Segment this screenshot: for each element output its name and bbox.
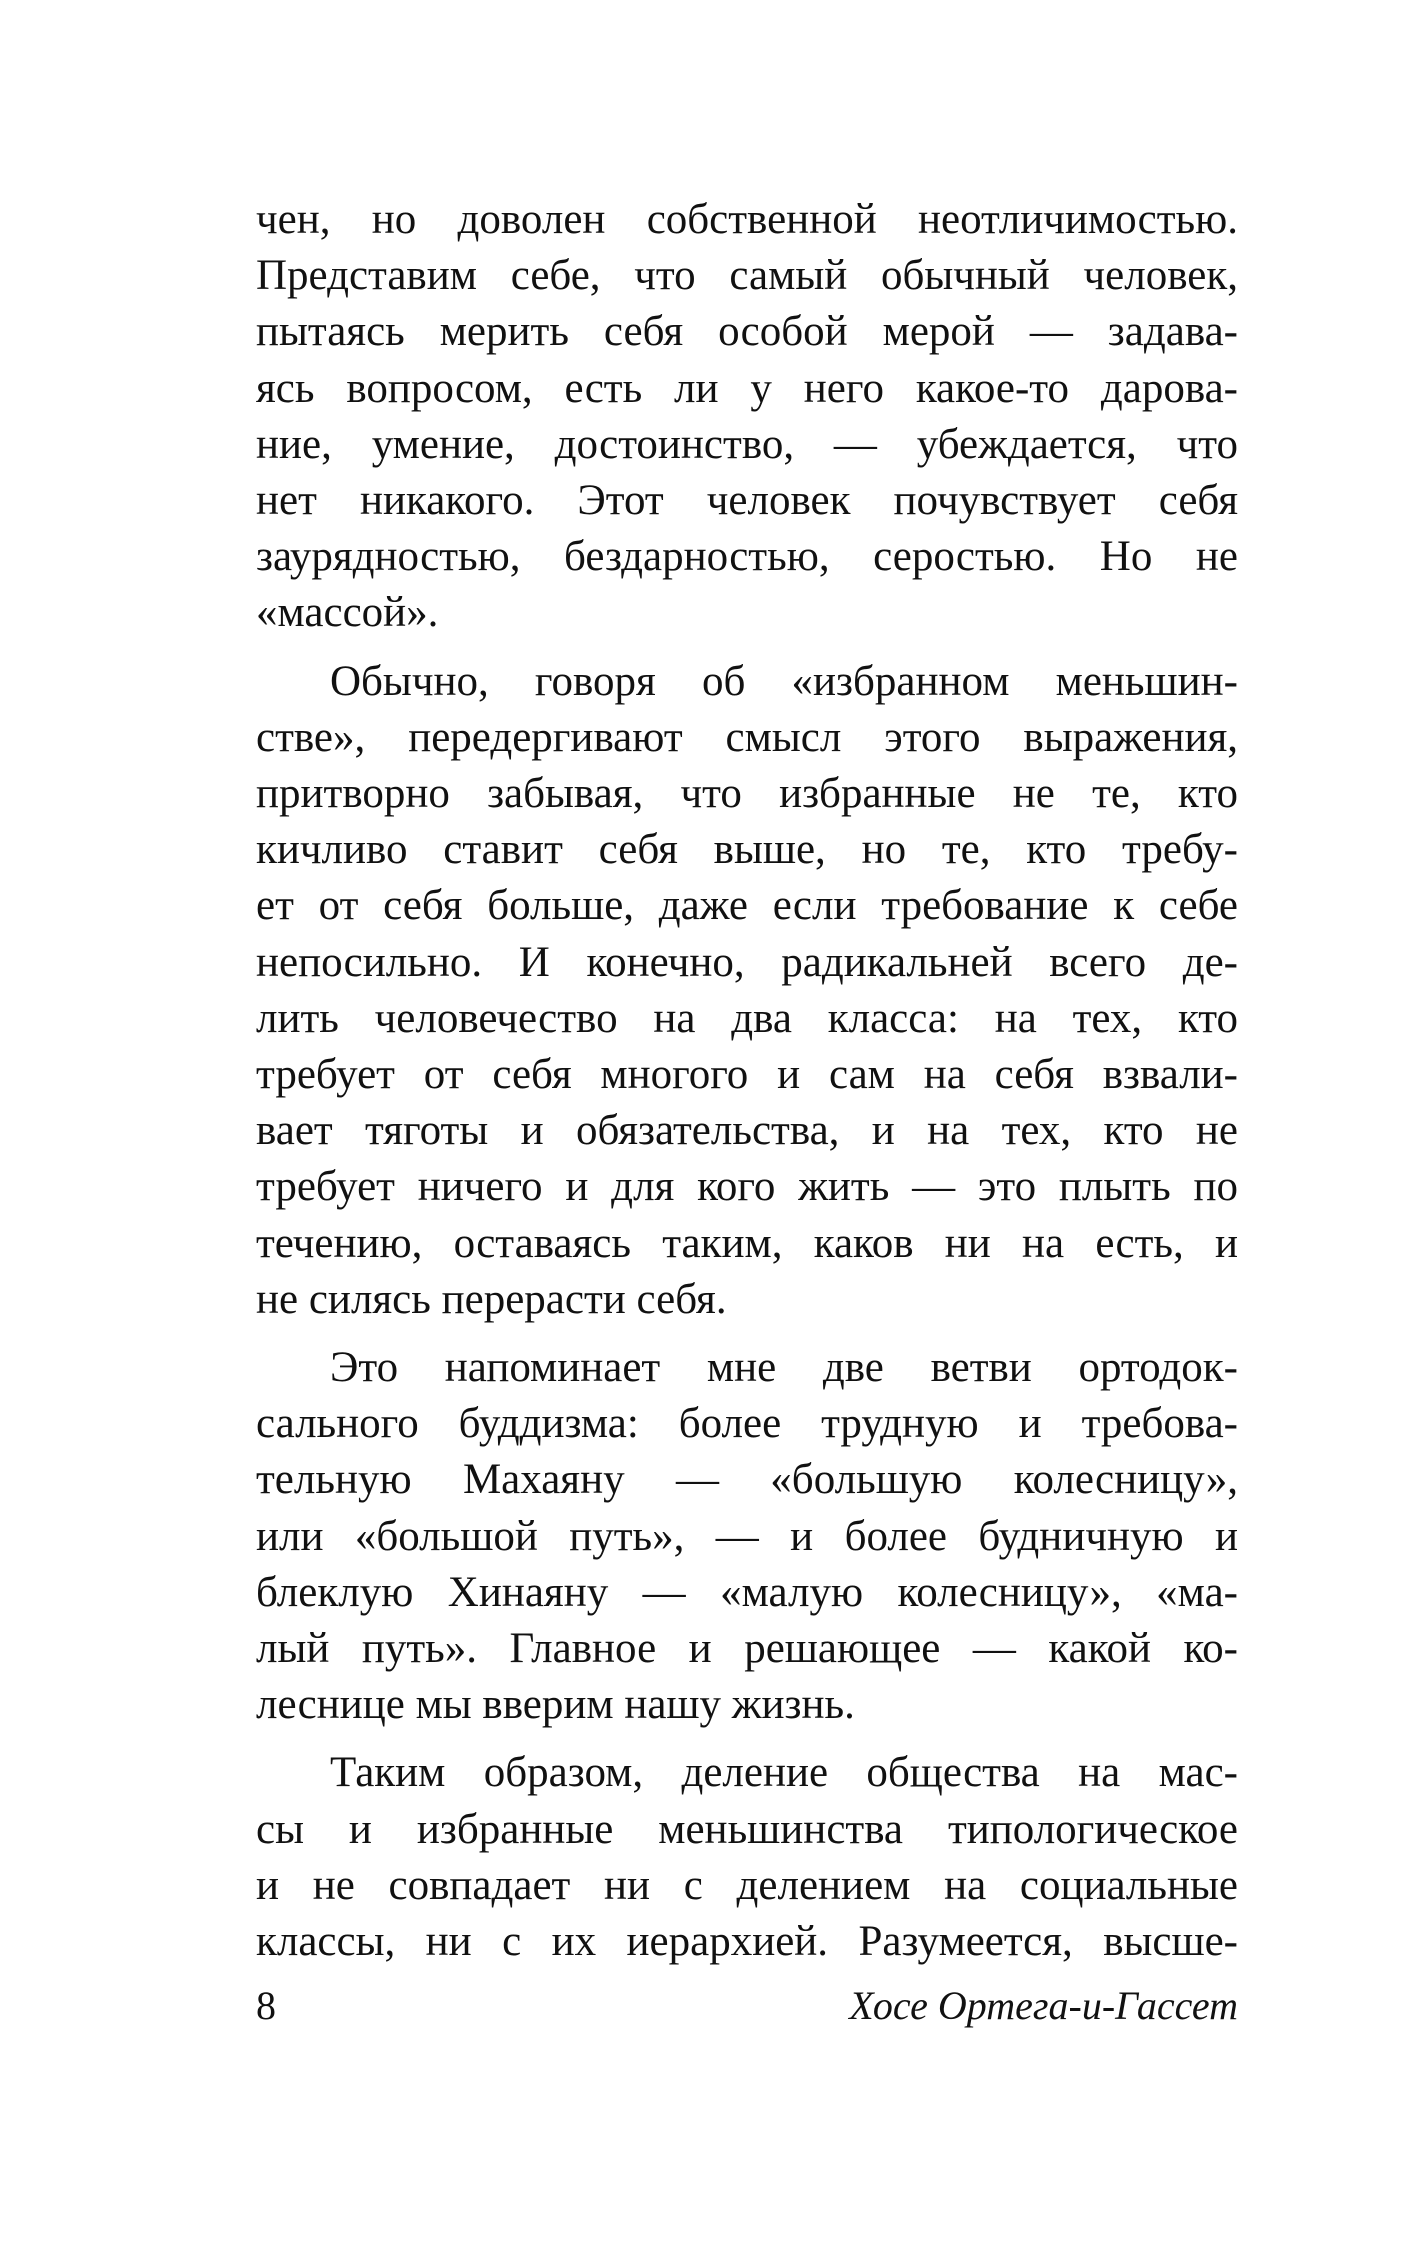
text-line: чен, но доволен собственной неотличимостью. <box>256 196 1238 243</box>
text-line: требует от себя многого и сам на себя взвали- <box>256 1051 1238 1099</box>
text-line: лый путь». Главное и решающее — какой ко- <box>256 1625 1238 1673</box>
text-line: течению, оставаясь таким, каков ни на есть, и <box>256 1219 1238 1267</box>
text-line: леснице мы вверим нашу жизнь. <box>256 1681 855 1729</box>
page-footer <box>256 1978 1238 2034</box>
text-line: блеклую Хинаяну — «малую колесницу», «ма- <box>256 1568 1238 1616</box>
page-number: 8 <box>256 1983 276 2028</box>
text-line: или «большой путь», — и более будничную и <box>256 1512 1238 1560</box>
text-line: заурядностью, бездарностью, серостью. Но не <box>256 533 1238 581</box>
text-line: тельную Махаяну — «большую колесницу», <box>256 1456 1238 1504</box>
text-line: пытаясь мерить себя особой мерой — задава- <box>256 308 1238 356</box>
running-title: Хосе Ортега-и-Гассет <box>849 1983 1238 2028</box>
text-line: притворно забывая, что избранные не те, кто <box>256 770 1238 818</box>
paragraph <box>256 192 1238 642</box>
text-line: сы и избранные меньшинства типологическое <box>256 1805 1238 1853</box>
text-line: и не совпадает ни с делением на социальные <box>256 1861 1238 1909</box>
text-line: непосильно. И конечно, радикальней всего де- <box>256 938 1238 986</box>
text-line: не силясь перерасти себя. <box>256 1275 727 1323</box>
text-line: стве», передергивают смысл этого выражения, <box>256 713 1238 761</box>
text-line: вает тяготы и обязательства, и на тех, кто не <box>256 1107 1238 1155</box>
text-line: Обычно, говоря об «избранном меньшин- <box>330 657 1238 705</box>
text-line: сального буддизма: более трудную и требова- <box>256 1400 1238 1448</box>
text-line: Это напоминает мне две ветви ортодок- <box>330 1344 1238 1392</box>
text-line: требует ничего и для кого жить — это плыть по <box>256 1163 1238 1211</box>
page-body <box>256 192 1238 1970</box>
paragraph <box>256 1340 1238 1733</box>
text-line: ет от себя больше, даже если требование к себе <box>256 882 1238 930</box>
paragraph <box>256 654 1238 1328</box>
text-line: «массой». <box>256 589 439 637</box>
paragraph <box>256 1745 1238 1970</box>
text-line: кичливо ставит себя выше, но те, кто требу- <box>256 826 1238 874</box>
text-line: классы, ни с их иерархией. Разумеется, высше- <box>256 1918 1238 1966</box>
text-line: Представим себе, что самый обычный человек, <box>256 252 1238 300</box>
text-line: нет никакого. Этот человек почувствует себя <box>256 477 1238 525</box>
text-line: ние, умение, достоинство, — убеждается, что <box>256 420 1238 468</box>
text-line: лить человечество на два класса: на тех, кто <box>256 994 1238 1042</box>
text-line: ясь вопросом, есть ли у него какое-то дарова- <box>256 364 1238 412</box>
text-line: Таким образом, деление общества на мас- <box>330 1749 1238 1797</box>
